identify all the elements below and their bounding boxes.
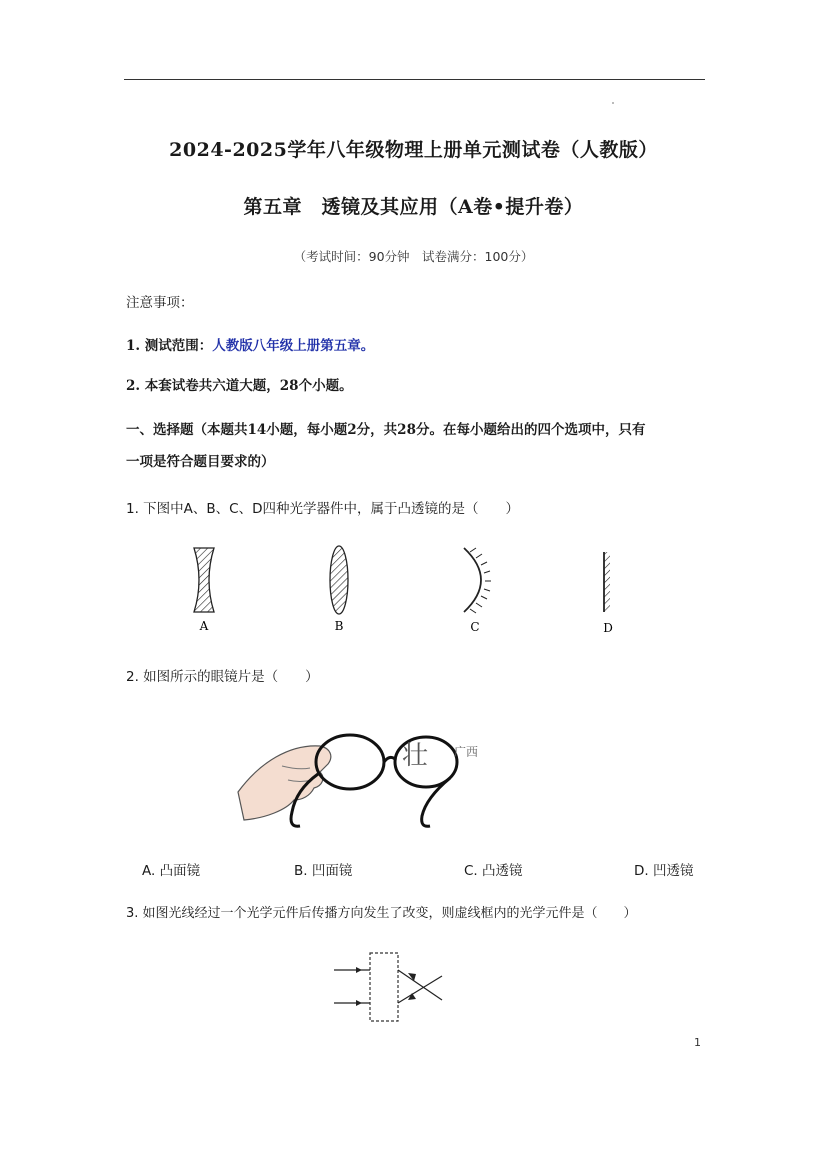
page-number: 1 bbox=[694, 1036, 701, 1049]
q3-figure bbox=[330, 948, 450, 1028]
doc-title: 2024-2025学年八年级物理上册单元测试卷（人教版） bbox=[169, 139, 658, 161]
dashed-box bbox=[370, 953, 398, 1021]
chapter-title: 第五章 透镜及其应用（A卷•提升卷） bbox=[243, 196, 584, 218]
incoming-ray-top bbox=[334, 967, 370, 973]
header-rule bbox=[124, 79, 705, 80]
q2-watermark: 壮 bbox=[402, 741, 429, 771]
q1-stem: 1. 下图中A、B、C、D四种光学器件中，属于凸透镜的是（ ） bbox=[126, 501, 519, 517]
incoming-ray-bottom bbox=[334, 1000, 370, 1006]
concave-lens-icon bbox=[194, 548, 214, 612]
q2-figure bbox=[230, 722, 500, 834]
q2-option-b: B. 凹面镜 bbox=[294, 863, 353, 879]
q3-stem: 3. 如图光线经过一个光学元件后传播方向发生了改变，则虚线框内的光学元件是（ ） bbox=[126, 906, 637, 921]
q2-option-a: A. 凸面镜 bbox=[142, 863, 201, 879]
exam-info: （考试时间：90分钟 试卷满分：100分） bbox=[293, 249, 534, 264]
q2-option-c: C. 凸透镜 bbox=[464, 863, 523, 879]
note-item-2: 2. 本套试卷共六道大题，28个小题。 bbox=[126, 378, 353, 394]
note-item-1-prefix: 1. 测试范围： bbox=[126, 338, 213, 354]
note-item-1-value: 人教版八年级上册第五章。 bbox=[212, 338, 375, 354]
outgoing-rays bbox=[398, 970, 442, 1003]
stray-dot bbox=[612, 102, 614, 104]
q2-option-d: D. 凹透镜 bbox=[634, 863, 694, 879]
q1-figure bbox=[180, 540, 640, 640]
q1-label-b: B bbox=[334, 619, 344, 633]
curved-mirror-icon bbox=[464, 548, 491, 613]
q1-label-d: D bbox=[603, 621, 613, 635]
note-item-1 bbox=[126, 336, 374, 356]
section1-line1: 一、选择题（本题共14小题，每小题2分，共28分。在每小题给出的四个选项中，只有 bbox=[126, 422, 646, 438]
plane-mirror-icon bbox=[604, 552, 610, 612]
q2-watermark-small: 广西 bbox=[454, 745, 479, 759]
section1-line2: 一项是符合题目要求的） bbox=[126, 454, 275, 470]
q2-stem: 2. 如图所示的眼镜片是（ ） bbox=[126, 669, 319, 685]
q1-label-a: A bbox=[199, 619, 209, 633]
notes-heading: 注意事项： bbox=[126, 295, 194, 311]
convex-lens-icon bbox=[330, 546, 348, 614]
q1-label-c: C bbox=[470, 620, 480, 634]
